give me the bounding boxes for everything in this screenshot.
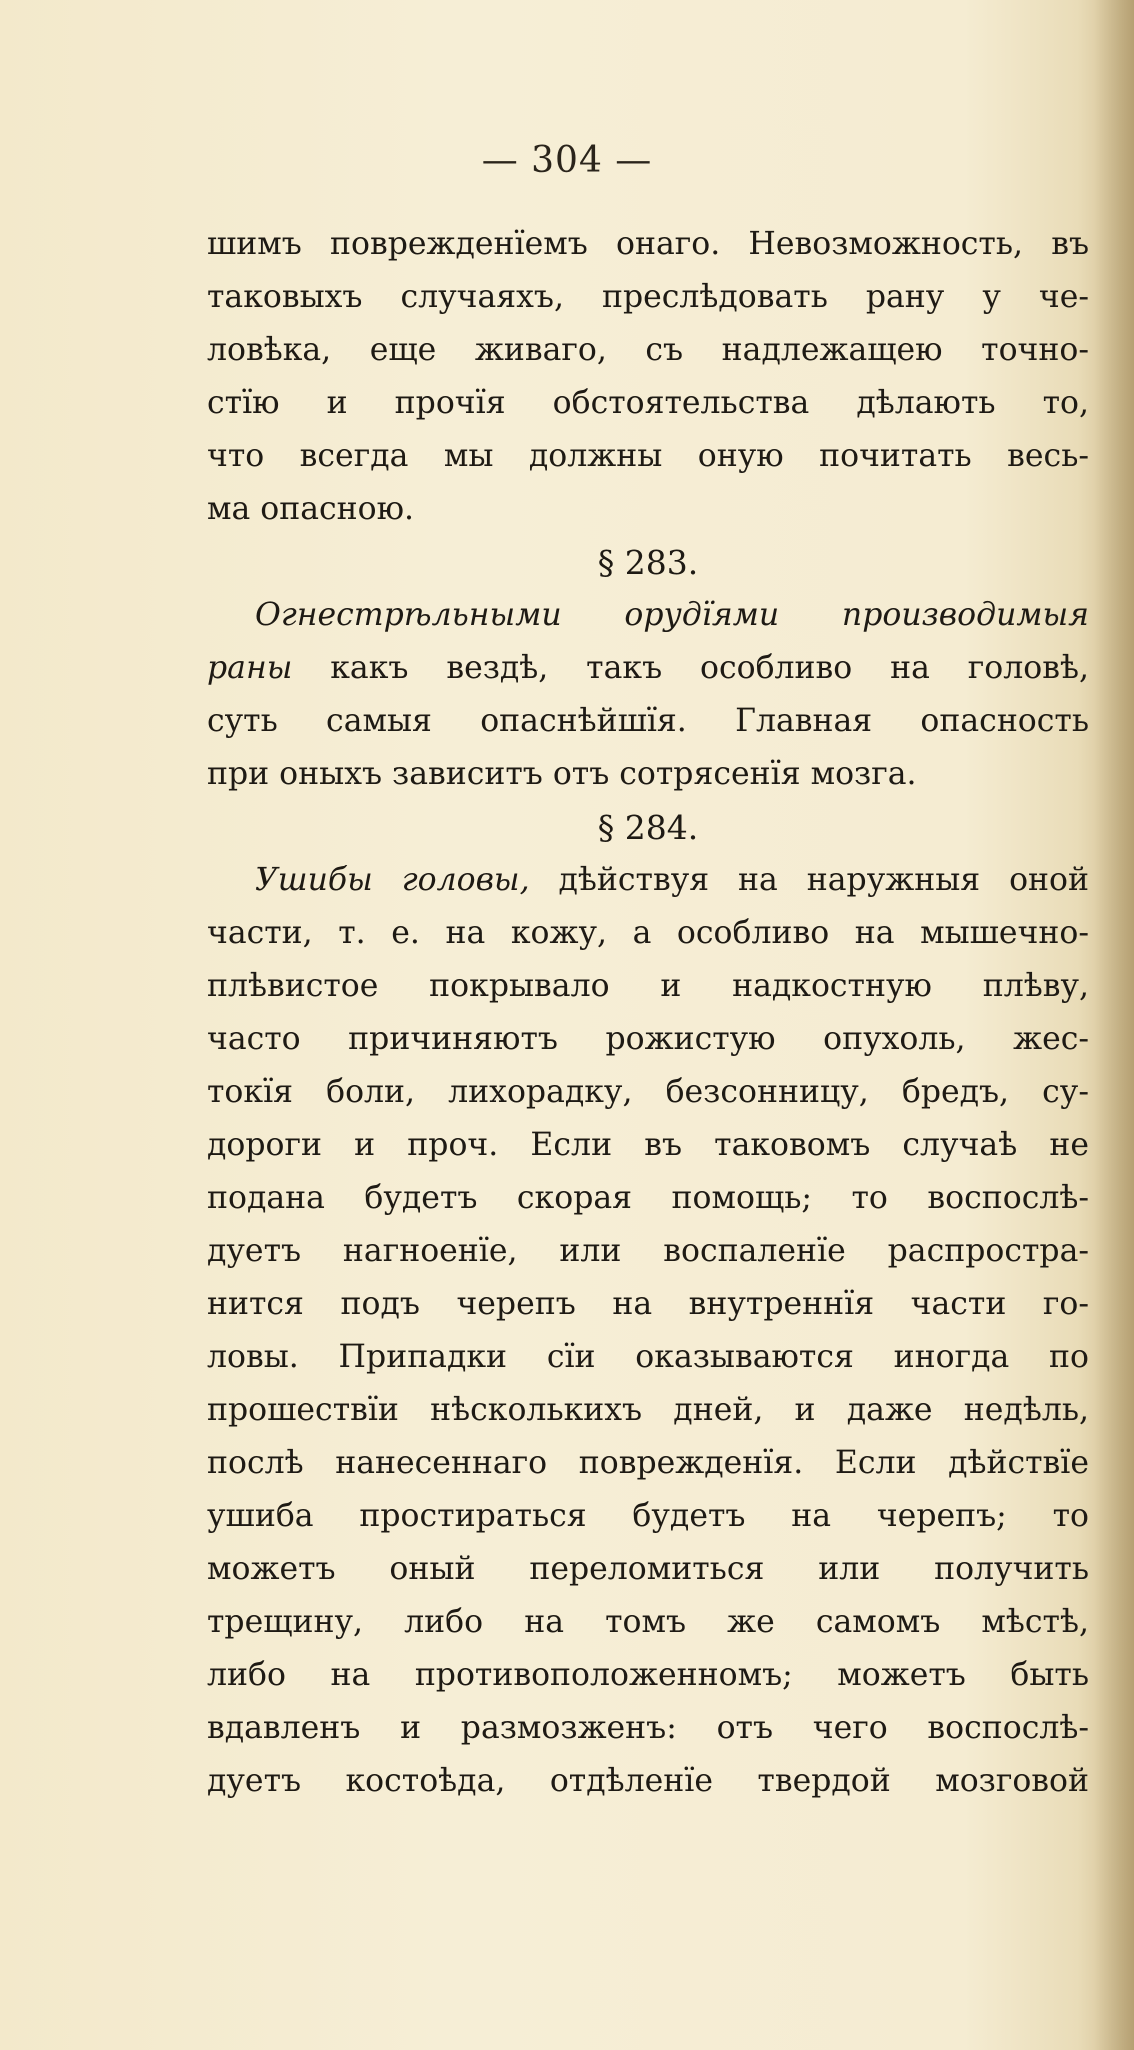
text-line: дороги и проч. Если въ таковомъ случаѣ не xyxy=(207,1127,1089,1163)
text-line: ловы. Припадки сїи оказываются иногда по xyxy=(207,1339,1089,1375)
text-line: трещину, либо на томъ же самомъ мѣстѣ, xyxy=(207,1604,1089,1640)
italic-term: раны xyxy=(207,650,293,686)
text-line: плѣвистое покрывало и надкостную плѣву, xyxy=(207,968,1089,1004)
text-line: либо на противоположенномъ; можетъ быть xyxy=(207,1657,1089,1693)
text-line: Ушибы головы, дѣйствуя на наружныя оной xyxy=(255,862,1089,898)
text-line: часто причиняютъ рожистую опухоль, жес- xyxy=(207,1021,1089,1057)
text-line: шимъ поврежденїемъ онаго. Невозможность, въ xyxy=(207,226,1089,262)
page-number: — 304 — xyxy=(481,140,653,181)
text-line: таковыхъ случаяхъ, преслѣдовать рану у че- xyxy=(207,279,1089,315)
section-heading: § 283. xyxy=(597,543,699,582)
text-line: токїя боли, лихорадку, безсонницу, бредъ, су- xyxy=(207,1074,1089,1110)
italic-term: Ушибы головы, xyxy=(255,862,530,898)
italic-term: Огнестрѣльными орудїями производимыя xyxy=(255,597,1089,633)
text-line: части, т. е. на кожу, а особливо на мышечно- xyxy=(207,915,1089,951)
text-line: послѣ нанесеннаго поврежденїя. Если дѣйствїе xyxy=(207,1445,1089,1481)
text-line: при оныхъ зависитъ отъ сотрясенїя мозга. xyxy=(207,756,917,792)
text-line: вдавленъ и размозженъ: отъ чего воспослѣ- xyxy=(207,1710,1089,1746)
text-line: суть самыя опаснѣйшїя. Главная опасность xyxy=(207,703,1089,739)
text-line: дуетъ костоѣда, отдѣленїе твердой мозговой xyxy=(207,1763,1089,1799)
text-line: подана будетъ скорая помощь; то воспослѣ- xyxy=(207,1180,1089,1216)
section-heading: § 284. xyxy=(597,808,699,847)
text-line: ушиба простираться будетъ на черепъ; то xyxy=(207,1498,1089,1534)
text-line: стїю и прочїя обстоятельства дѣлають то, xyxy=(207,385,1089,421)
text-line: можетъ оный переломиться или получить xyxy=(207,1551,1089,1587)
text-line: ловѣка, еще живаго, съ надлежащею точно- xyxy=(207,332,1089,368)
text-line: что всегда мы должны оную почитать весь- xyxy=(207,438,1089,474)
text-line: прошествїи нѣсколькихъ дней, и даже недѣль, xyxy=(207,1392,1089,1428)
text-line: раны какъ вездѣ, такъ особливо на головѣ, xyxy=(207,650,1089,686)
text-line: нится подъ черепъ на внутреннїя части го- xyxy=(207,1286,1089,1322)
text-line: ма опасною. xyxy=(207,491,415,527)
text-line: дуетъ нагноенїе, или воспаленїе распростра- xyxy=(207,1233,1089,1269)
text-line xyxy=(207,589,1089,642)
page-edge-shadow xyxy=(1094,0,1134,2050)
body-text xyxy=(207,218,1089,1808)
